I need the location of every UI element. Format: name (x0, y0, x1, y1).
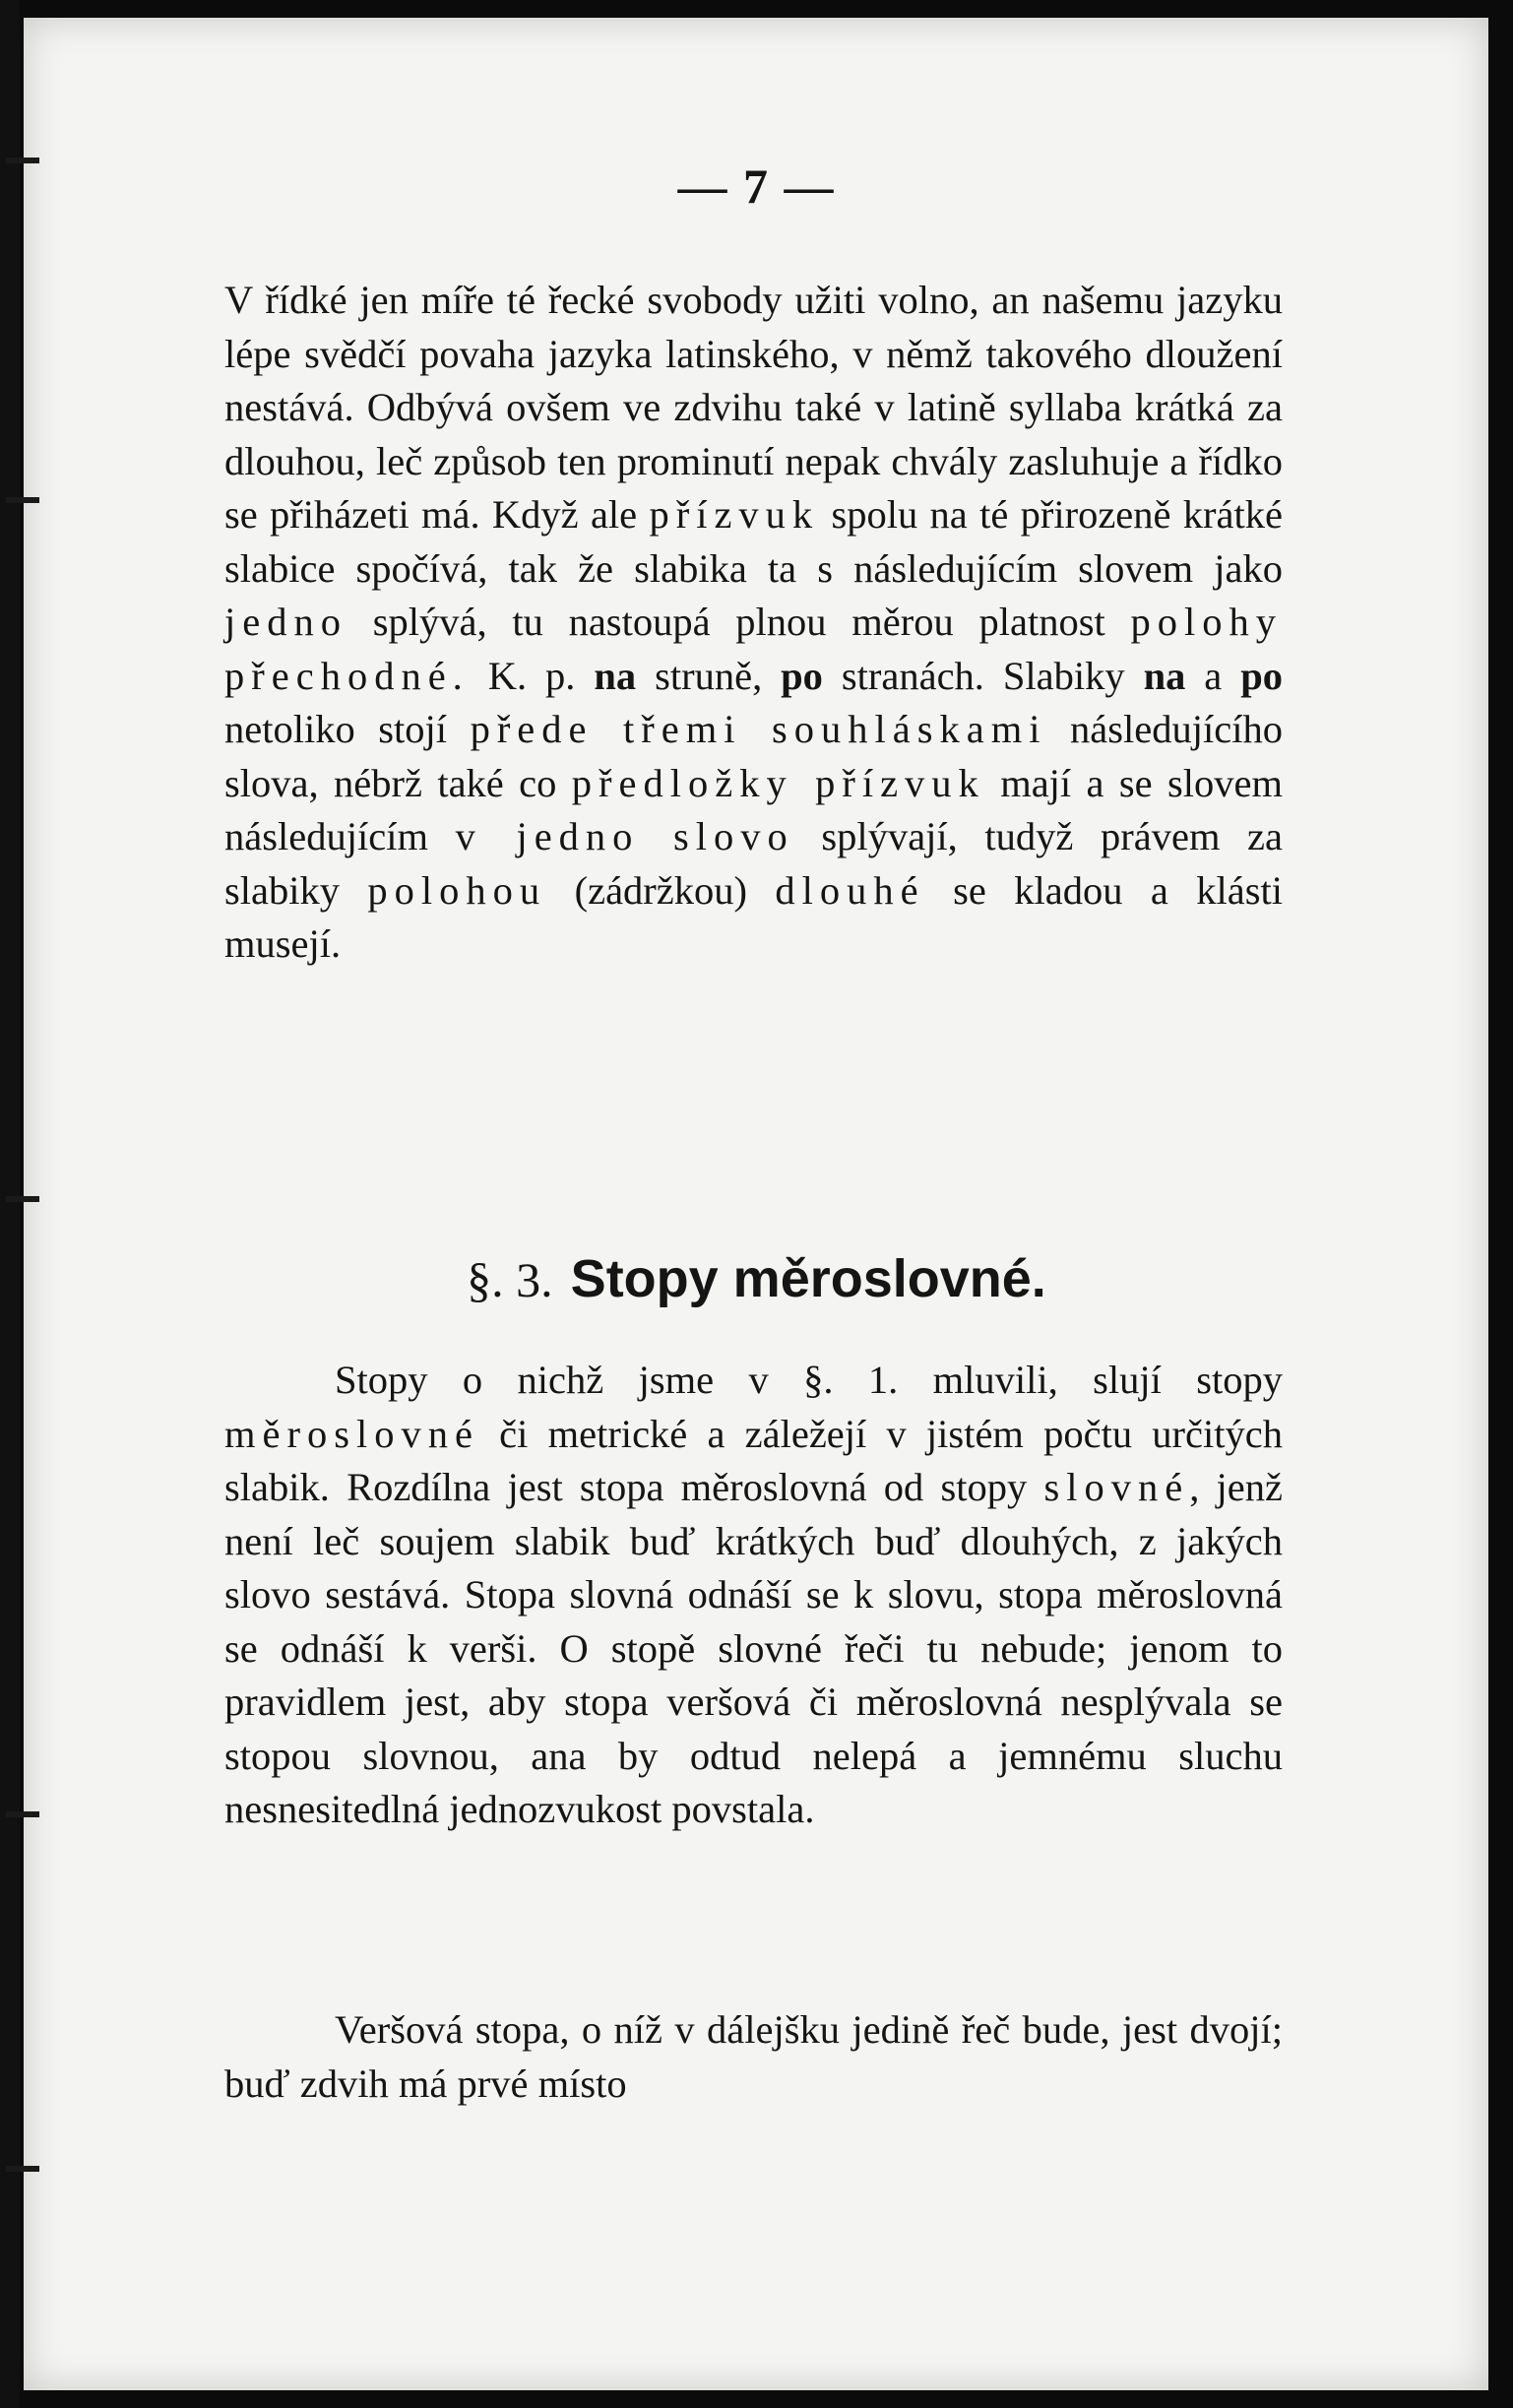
text-span: splývá, tu nastoupá plnou měrou platnost (347, 600, 1131, 644)
text-span: struně, (636, 653, 782, 698)
bold-word: na (1143, 653, 1186, 698)
text-span: mají a se slovem následujícím (224, 760, 1284, 858)
section-heading (0, 1248, 1513, 1309)
text-span: a (1185, 653, 1241, 698)
text-span: se kladou a klásti musejí. (224, 867, 1284, 966)
paragraph-metric-feet (224, 1354, 1283, 1837)
text-span: (zádržkou) (546, 867, 776, 913)
paragraph-prosody (224, 274, 1283, 972)
binding-stitch (6, 1811, 39, 1817)
text-span: Stopy o nichž jsme v §. 1. mluvili, slují stopy (335, 1358, 1283, 1402)
text-span: V řídké jen míře té řecké svobody užiti volno, an našemu jazyku lépe svědčí povaha jazyka latinského, v němž takového dloužení nestává. Odbývá ovšem ve zdvihu také v latině syllaba krátká za dlouhou, leč způsob ten prominutí nepak chvály zasluhuje a řídko se přiházeti má. Když ale (224, 278, 1283, 537)
binding-stitch (6, 2166, 39, 2172)
text-span: netoliko stojí (224, 707, 471, 751)
binding-edge (0, 0, 20, 2408)
section-title: Stopy měroslovné. (570, 1249, 1046, 1308)
spaced-emphasis: předložky přízvuk (571, 760, 985, 805)
spaced-emphasis: dlouhé (775, 867, 925, 913)
text-span: či metrické a záležejí v jistém počtu určitých slabik. Rozdílna jest stopa měroslovná od stopy (224, 1411, 1283, 1509)
binding-stitch (6, 1196, 39, 1202)
spaced-emphasis: v jedno slovo (455, 814, 794, 858)
spaced-emphasis: polohy přechodné. (224, 600, 1283, 698)
spaced-emphasis: jedno (224, 600, 347, 644)
spaced-emphasis: měroslovné (224, 1411, 479, 1456)
spaced-emphasis: přede třemi souhláskami (470, 707, 1047, 751)
text-span: K. p. (469, 653, 595, 698)
paragraph-verse-foot (224, 2003, 1283, 2111)
binding-stitch (6, 497, 39, 503)
page-number: — 7 — (677, 158, 836, 214)
spaced-emphasis: přízvuk (649, 492, 820, 537)
spaced-emphasis: polohou (367, 867, 547, 913)
text-span: splývají, tudyž právem za slabiky (224, 814, 1284, 913)
bold-word: po (1240, 653, 1284, 698)
text-span: Veršová stopa, o níž v dálejšku jedině řeč bude, jest dvojí; buď zdvih má prvé místo (224, 2007, 1283, 2106)
bold-word: po (781, 653, 823, 698)
text-span: , jenž není leč soujem slabik buď krátkých buď dlouhých, z jakých slovo sestává. Stopa slovná odnáší se k slovu, stopa měroslovná se odnáší k verši. O stopě slovné řeči tu nebude; jenom to pravidlem jest, aby stopa veršová či měroslovná nesplývala se stopou slovnou, ana by odtud nelepá a jemnému sluchu nesnesitedlná jednozvukost povstala. (224, 1465, 1283, 1831)
spaced-emphasis: slovné (1043, 1465, 1190, 1509)
text-span: následujícího slova, nébrž také co (224, 707, 1283, 805)
text-span: spolu na té přirozeně krátké slabice spočívá, tak že slabika ta s následujícím slovem jako (224, 492, 1283, 591)
text-span: stranách. Slabiky (822, 653, 1144, 698)
bold-word: na (594, 653, 637, 698)
section-number: §. 3. (467, 1252, 553, 1307)
